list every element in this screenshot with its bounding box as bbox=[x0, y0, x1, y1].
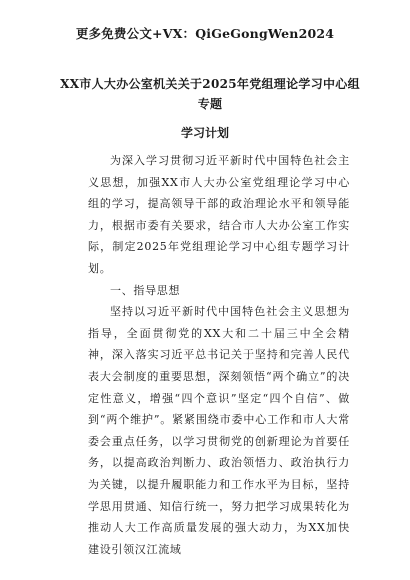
document-body bbox=[88, 150, 350, 560]
promo-header-note: 更多免费公文+VX：QiGeGongWen2024 bbox=[75, 26, 335, 41]
document-subtitle: 学习计划 bbox=[180, 126, 229, 140]
guiding-ideology-paragraph: 坚持以习近平新时代中国特色社会主义思想为指导，全面贯彻党的XX大和二十届三中全会精神，深入落实习近平总书记关于坚持和完善人民代表大会制度的重要思想，深刻领悟“两个确立”的决定性意义，增强“四个意识”坚定“四个自信”、做到“两个维护”。紧紧围绕市委中心工作和市人大常委会重点任务，以学习贯彻党的创新理论为首要任务，以提高政治判断力、政治领悟力、政治执行力为关键，以提升履职能力和工作水平为目标，坚持学思用贯通、知信行统一，努力把学习成果转化为推动人大工作高质量发展的强大动力，为XX加快建设引领汉江流域 bbox=[88, 305, 350, 556]
section-heading-guiding-ideology: 一、指导思想 bbox=[110, 283, 181, 297]
intro-paragraph: 为深入学习贯彻习近平新时代中国特色社会主义思想，加强XX市人大办公室党组理论学习中心组的学习，提高领导干部的政治理论水平和领导能力，根据市委有关要求，结合市人大办公室工作实际，制定2025年党组理论学习中心组专题学习计划。 bbox=[88, 154, 350, 275]
document-title: XX市人大办公室机关关于2025年党组理论学习中心组专题 bbox=[60, 77, 360, 111]
